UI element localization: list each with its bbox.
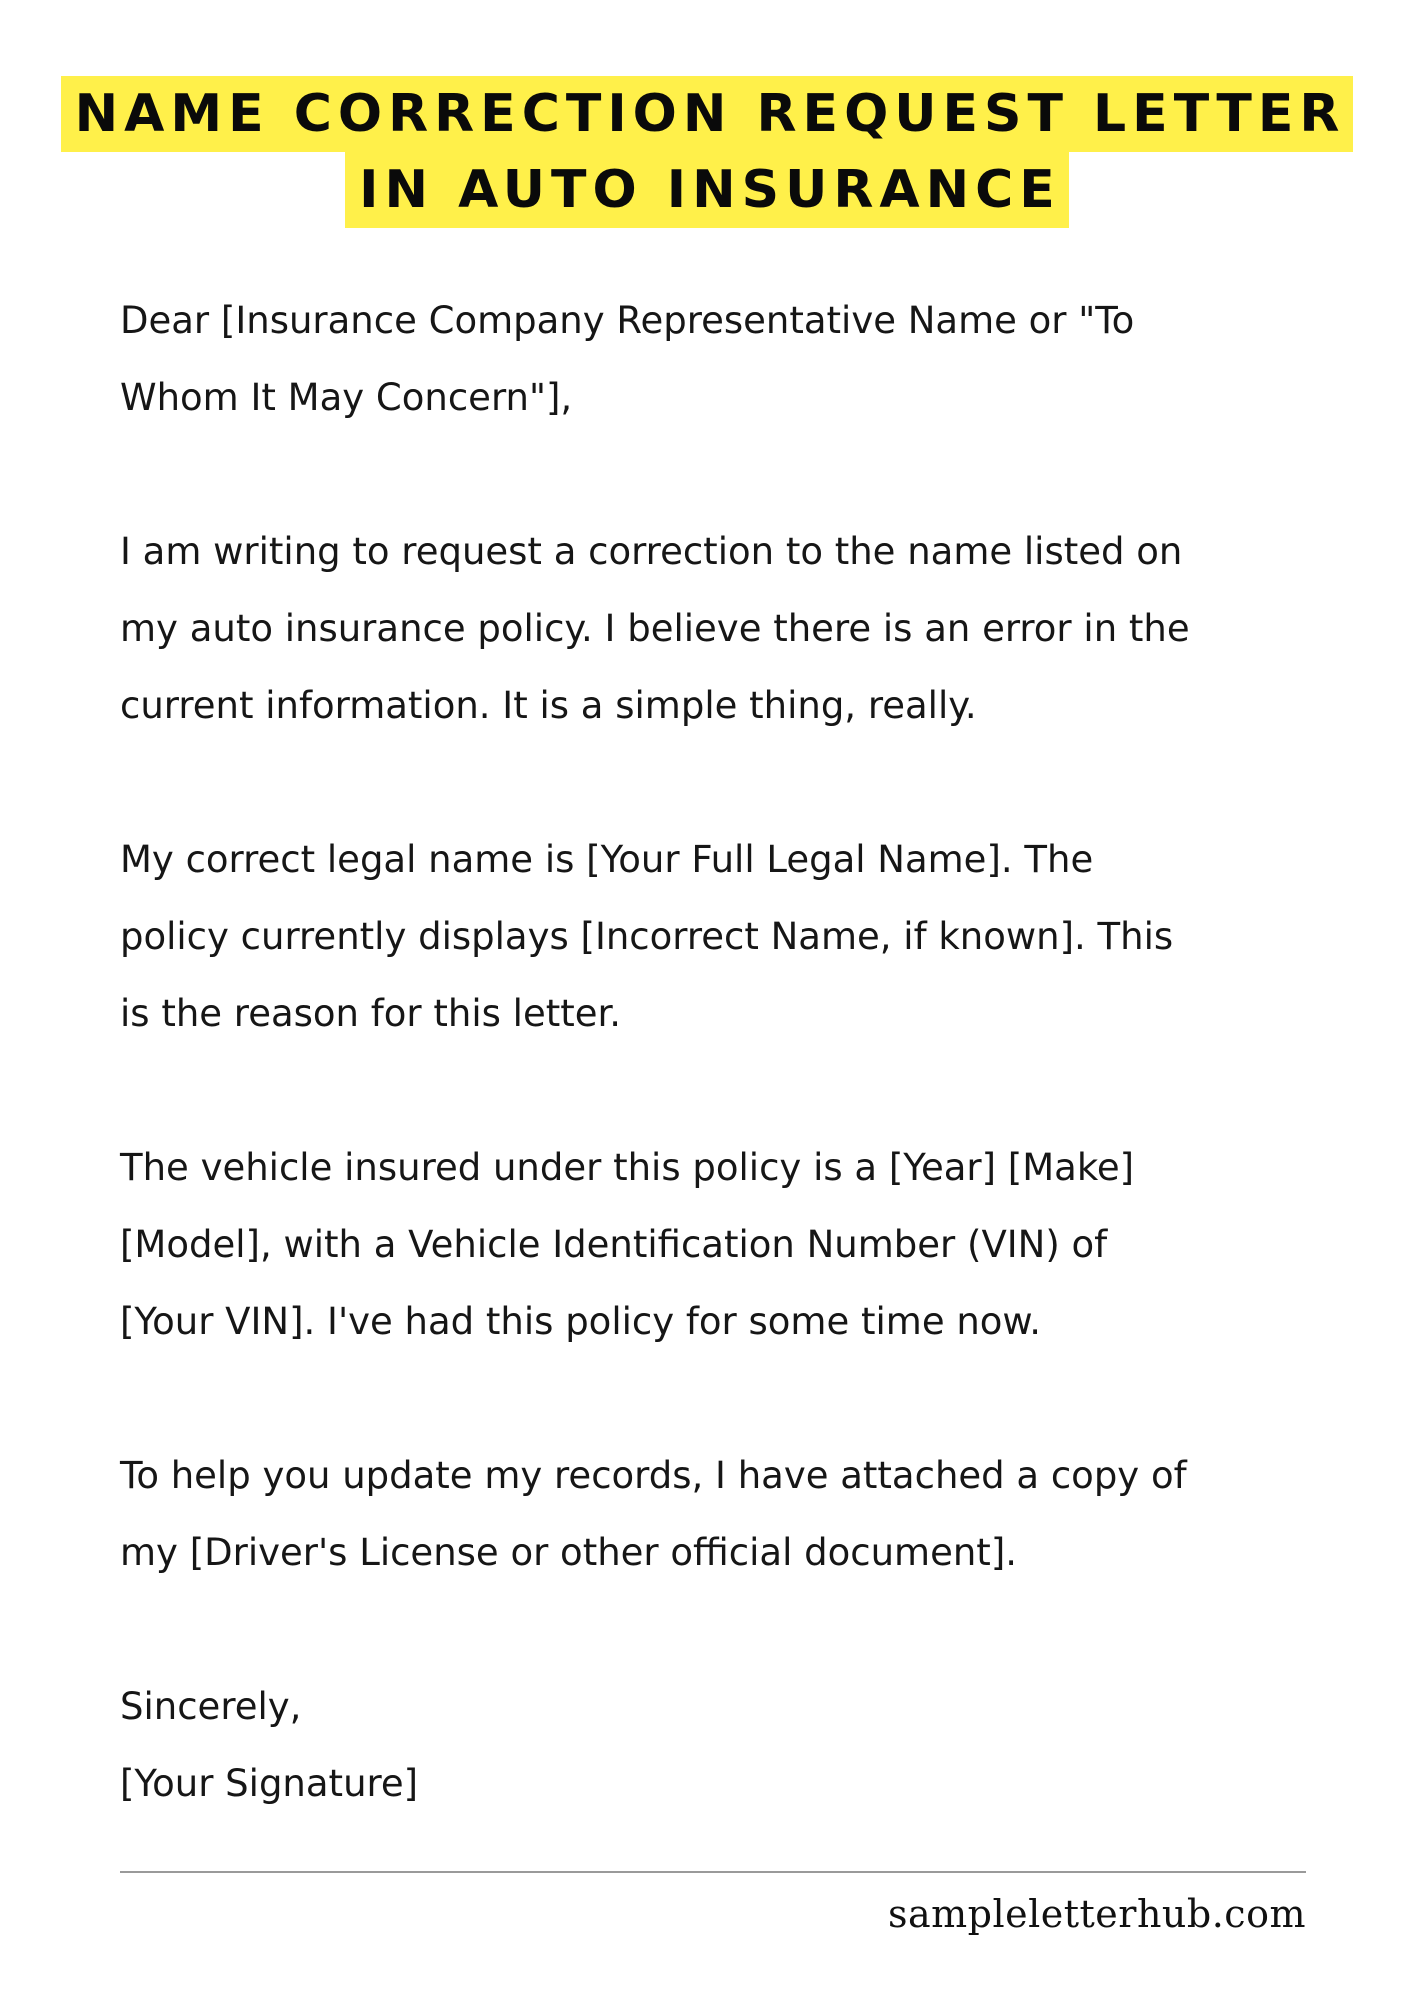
- signature-placeholder: [Your Signature]: [120, 1762, 419, 1805]
- title-line-2: IN AUTO INSURANCE: [345, 152, 1069, 228]
- paragraph-attachment: [120, 1437, 1360, 1591]
- paragraph-line: My correct legal name is [Your Full Legal Name]. The: [120, 838, 1094, 881]
- website-text: sampleletterhub.com: [887, 1892, 1306, 1936]
- title-line-1: NAME CORRECTION REQUEST LETTER: [61, 76, 1354, 152]
- letter-body: [120, 282, 1360, 1822]
- paragraph-line: my auto insurance policy. I believe there is an error in the: [120, 607, 1190, 650]
- paragraph-legal-name: [120, 821, 1360, 1052]
- salutation-line: Dear [Insurance Company Representative Name or "To: [120, 299, 1135, 342]
- paragraph-line: policy currently displays [Incorrect Name, if known]. This: [120, 915, 1174, 958]
- closing-text: Sincerely,: [120, 1685, 302, 1728]
- salutation-line: Whom It May Concern"],: [120, 376, 573, 419]
- paragraph-line: my [Driver's License or other official document].: [120, 1531, 1018, 1574]
- closing-block: [120, 1668, 1360, 1822]
- paragraph-line: The vehicle insured under this policy is a [Year] [Make]: [120, 1146, 1135, 1189]
- paragraph-line: [Your VIN]. I've had this policy for some time now.: [120, 1300, 1042, 1343]
- paragraph-vehicle: [120, 1129, 1360, 1360]
- paragraph-line: is the reason for this letter.: [120, 992, 622, 1035]
- paragraph-line: current information. It is a simple thing, really.: [120, 684, 977, 727]
- paragraph-line: I am writing to request a correction to the name listed on: [120, 530, 1183, 573]
- footer-divider: [120, 1871, 1306, 1873]
- salutation: [120, 282, 1360, 436]
- paragraph-line: To help you update my records, I have attached a copy of: [120, 1454, 1187, 1497]
- paragraph-request: [120, 513, 1360, 744]
- letter-title: [0, 76, 1414, 228]
- paragraph-line: [Model], with a Vehicle Identification Number (VIN) of: [120, 1223, 1108, 1266]
